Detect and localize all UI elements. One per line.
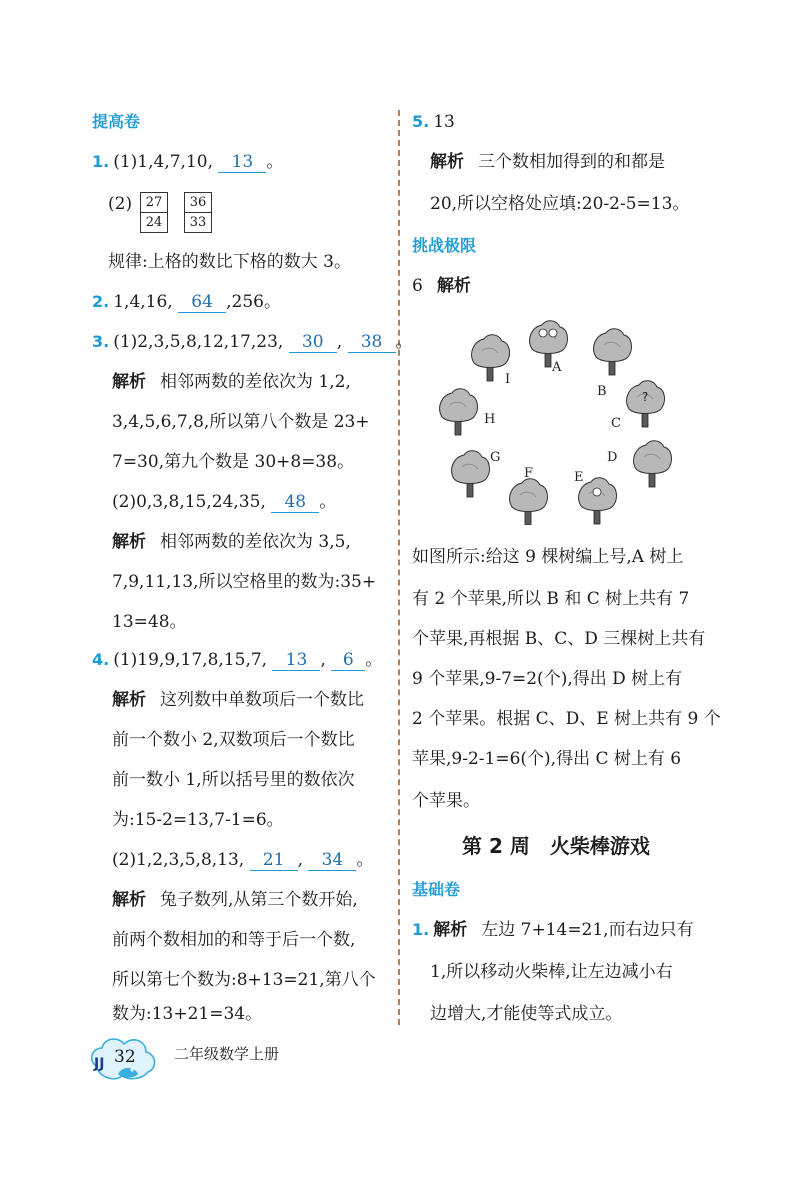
section-title-tiaozhan: 挑战极限: [412, 236, 477, 255]
solution-line: 有 2 个苹果,所以 B 和 C 树上共有 7: [412, 589, 690, 609]
tree-a: [530, 321, 568, 367]
answer-blank-1: 13: [272, 650, 320, 671]
section-title-jichu: 基础卷: [412, 880, 461, 899]
question-tail: ,256。: [226, 292, 281, 312]
grid-box-1-bottom: 24: [140, 212, 168, 233]
tree-e: [579, 478, 617, 524]
column-divider: [398, 110, 400, 1025]
explanation-line: [112, 888, 358, 912]
explanation-line: 前一个数小 2,双数项后一个数比: [112, 730, 355, 750]
section-title-tigao: 提高卷: [92, 112, 141, 131]
answer-blank-2: 34: [308, 850, 356, 871]
explanation-label: 解析: [112, 372, 146, 392]
explanation-line: 数为:13+21=34。: [112, 1004, 263, 1024]
explanation-text: 兔子数列,从第三个数开始,: [160, 890, 358, 910]
question-tail: 。: [365, 650, 383, 670]
question-2: [92, 290, 281, 314]
question-1-rule: 规律:上格的数比下格的数大 3。: [108, 252, 351, 272]
separator: ,: [320, 650, 326, 670]
explanation-line: 边增大,才能使等式成立。: [430, 1004, 623, 1024]
grid-box-2-top: 36: [184, 192, 212, 213]
footer-cloud-logo: [88, 1032, 162, 1084]
footer-book-title: 二年级数学上册: [174, 1045, 280, 1063]
tree-i: [472, 335, 510, 381]
question-text: (1)19,9,17,8,15,7,: [113, 650, 268, 670]
question-5: [412, 110, 455, 134]
question-4: [92, 648, 382, 672]
question-3: [92, 330, 413, 354]
tree-c: [627, 381, 665, 427]
question-tail: 。: [319, 492, 337, 512]
explanation-line: 7=30,第九个数是 30+8=38。: [112, 452, 355, 472]
grid-box-1-top: 27: [140, 192, 168, 213]
question-tail: 。: [356, 850, 374, 870]
explanation-line: 前一数小 1,所以括号里的数依次: [112, 770, 355, 790]
solution-line: 苹果,9-2-1=6(个),得出 C 树上有 6: [412, 749, 682, 769]
question-number: 4.: [92, 650, 110, 669]
basic-question-1: [412, 918, 694, 942]
tree-label-c: C: [611, 416, 621, 431]
question-text: 1,4,16,: [113, 292, 173, 312]
solution-line: 个苹果,再根据 B、C、D 三棵树上共有: [412, 629, 706, 649]
question-tail: 。: [266, 152, 284, 172]
question-6: [412, 274, 485, 298]
solution-line: 个苹果。: [412, 791, 480, 811]
question-number: 6: [412, 276, 423, 296]
page-number: 32: [114, 1047, 136, 1067]
tree-label-h: H: [484, 412, 496, 427]
tree-label-i: I: [505, 372, 511, 387]
explanation-line: 7,9,11,13,所以空格里的数为:35+: [112, 572, 377, 592]
explanation-text: 相邻两数的差依次为 3,5,: [160, 532, 351, 552]
explanation-text: 这列数中单数项后一个数比: [160, 690, 364, 710]
explanation-line: 为:15-2=13,7-1=6。: [112, 810, 284, 830]
grid-box-2-bottom: 33: [184, 212, 212, 233]
tree-f: [510, 479, 548, 525]
question-number: 1.: [412, 920, 430, 939]
explanation-label: 解析: [436, 276, 471, 296]
solution-line: 2 个苹果。根据 C、D、E 树上共有 9 个: [412, 709, 721, 729]
question-4-part2: [112, 848, 373, 872]
explanation-label: 解析: [430, 152, 464, 172]
answer-blank-2: 38: [348, 332, 396, 353]
explanation-label: 解析: [112, 890, 146, 910]
question-text: (2)1,2,3,5,8,13,: [112, 850, 245, 870]
question-text: (2)0,3,8,15,24,35,: [112, 492, 266, 512]
week-title: 第 2 周 火柴棒游戏: [462, 834, 650, 858]
explanation-line: 前两个数相加的和等于后一个数,: [112, 930, 356, 950]
question-number: 3.: [92, 332, 110, 351]
explanation-text: 三个数相加得到的和都是: [478, 152, 665, 172]
question-number: 1.: [92, 152, 110, 171]
logo-text: JJ: [94, 1056, 105, 1072]
explanation-label: 解析: [433, 920, 468, 940]
explanation-line: [112, 530, 351, 554]
tree-h: [440, 389, 478, 435]
separator: ,: [336, 332, 343, 352]
tree-circle-diagram: [425, 315, 685, 525]
explanation-line: 13=48。: [112, 612, 187, 632]
tree-label-f: F: [524, 466, 534, 481]
question-1-part2-label: (2): [108, 194, 133, 214]
tree-g: [452, 451, 490, 497]
tree-d: [634, 441, 672, 487]
explanation-line: 1,所以移动火柴棒,让左边减小右: [430, 962, 673, 982]
question-number: 2.: [92, 292, 110, 311]
answer-blank: 48: [271, 492, 319, 513]
tree-label-a: A: [552, 360, 562, 375]
answer-blank: 64: [178, 292, 226, 313]
explanation-text: 左边 7+14=21,而右边只有: [481, 920, 694, 940]
explanation-line: [430, 150, 665, 174]
explanation-label: 解析: [112, 690, 146, 710]
answer-blank: 13: [218, 152, 266, 173]
explanation-line: 3,4,5,6,7,8,所以第八个数是 23+: [112, 412, 370, 432]
explanation-label: 解析: [112, 532, 146, 552]
question-text: (1)1,4,7,10,: [113, 152, 213, 172]
question-tail: 。: [395, 332, 413, 352]
solution-line: 9 个苹果,9-7=2(个),得出 D 树上有: [412, 669, 683, 689]
question-number: 5.: [412, 112, 430, 131]
answer-blank-1: 30: [289, 332, 337, 353]
tree-label-g: G: [490, 450, 501, 465]
solution-line: 如图所示:给这 9 棵树编上号,A 树上: [412, 547, 684, 567]
question-text: 13: [433, 112, 455, 132]
explanation-line: 20,所以空格处应填:20-2-5=13。: [430, 194, 690, 214]
question-1: [92, 150, 283, 174]
answer-blank-2: 6: [331, 650, 365, 671]
tree-label-e: E: [574, 470, 584, 485]
explanation-line: 所以第七个数为:8+13=21,第八个: [112, 970, 376, 990]
explanation-line: [112, 370, 351, 394]
question-3-part2: [112, 490, 336, 514]
separator: ,: [297, 850, 304, 870]
tree-label-d: D: [607, 450, 618, 465]
question-mark: ?: [642, 390, 649, 404]
explanation-line: [112, 688, 364, 712]
answer-blank-1: 21: [250, 850, 298, 871]
tree-b: [594, 329, 632, 375]
explanation-text: 相邻两数的差依次为 1,2,: [160, 372, 351, 392]
tree-label-b: B: [597, 384, 607, 399]
question-text: (1)2,3,5,8,12,17,23,: [113, 332, 284, 352]
